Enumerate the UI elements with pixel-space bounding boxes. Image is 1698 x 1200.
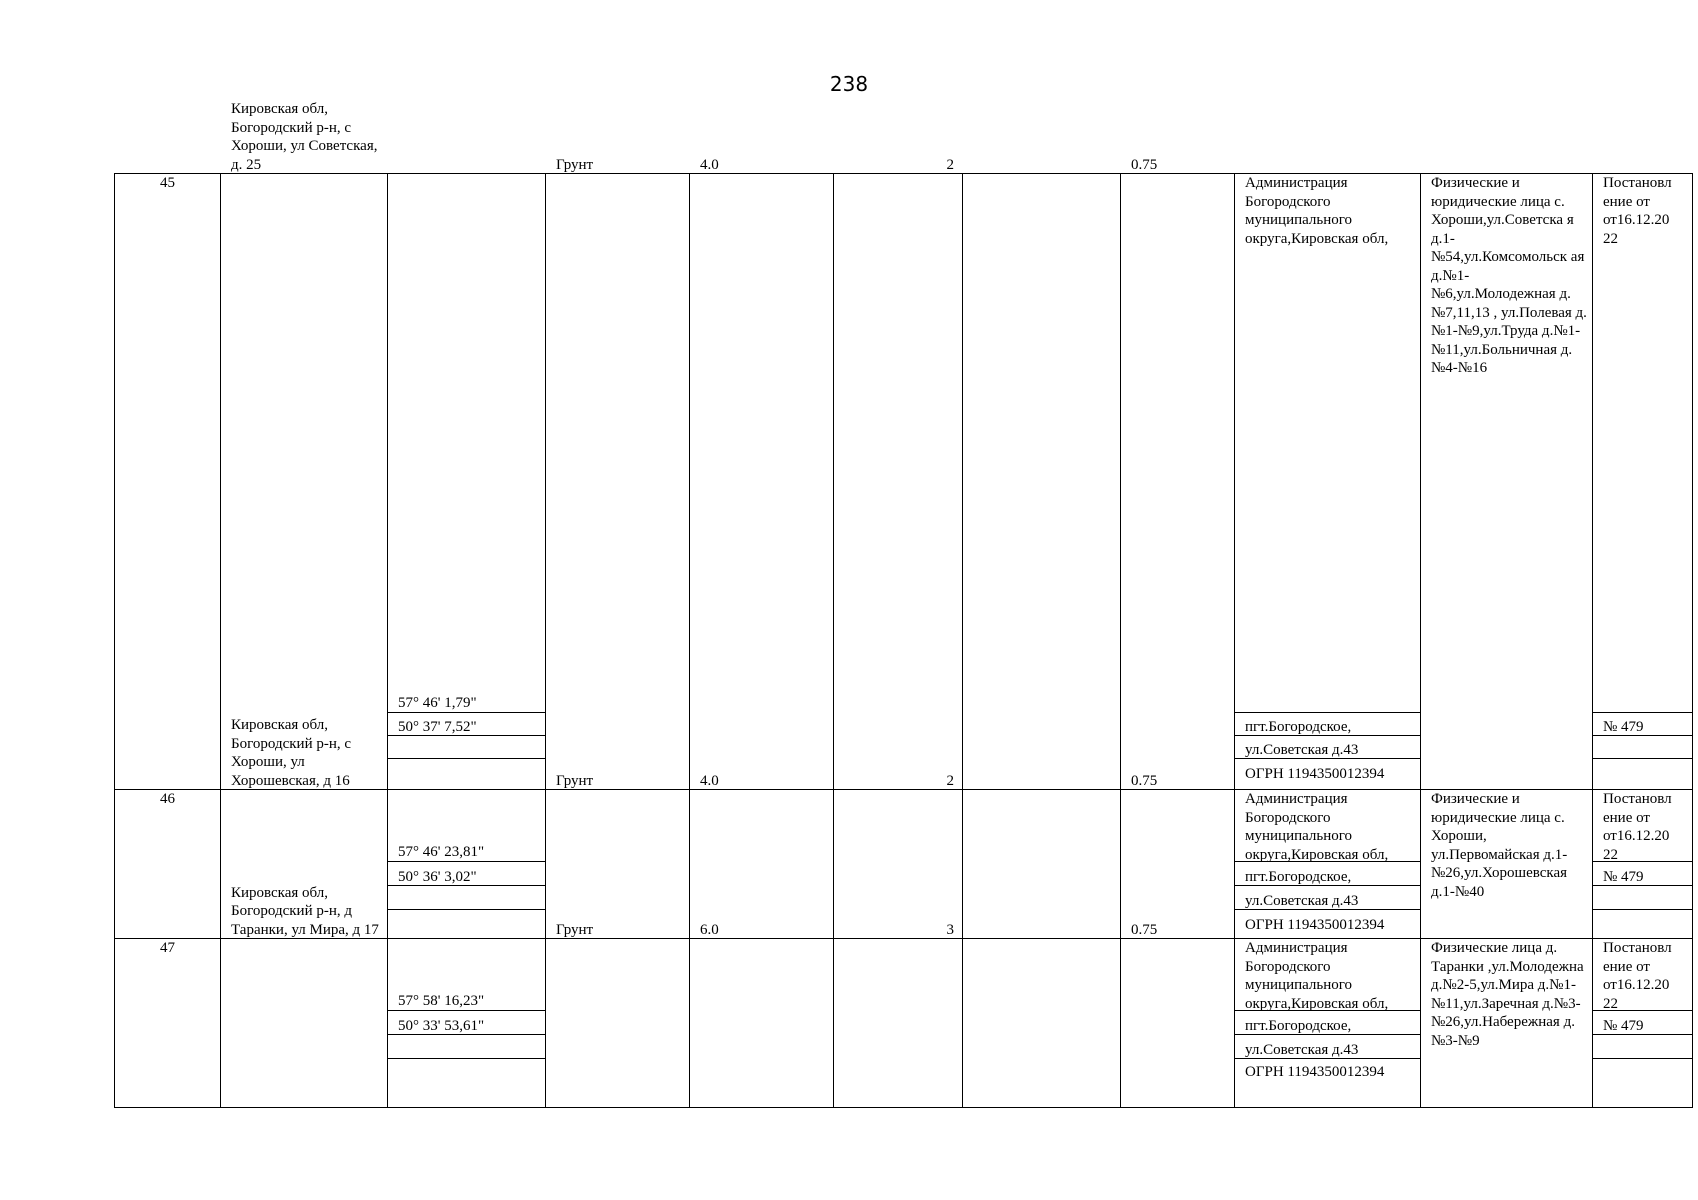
surface-type: Грунт xyxy=(556,156,594,173)
decree-date: Постановл ение от от16.12.20 22 xyxy=(1603,791,1672,863)
longitude: 50° 37' 7,52" xyxy=(398,718,477,735)
area-value: 6.0 xyxy=(700,921,719,938)
decree-number: № 479 xyxy=(1603,718,1644,735)
site-address: Кировская обл, Богородский р-н, с Хороши, ул Советская, д. 25 xyxy=(231,101,378,173)
table-row xyxy=(115,174,1693,790)
decree-number: № 479 xyxy=(1603,1017,1644,1034)
owner-ogrn: ОГРН 1194350012394 xyxy=(1245,765,1385,782)
container-count: 2 xyxy=(946,156,954,173)
owner-name: Администрация Богородского муниципального округа,Кировская обл, xyxy=(1245,175,1389,247)
decree-date: Постановл ение от от16.12.20 22 xyxy=(1603,175,1672,247)
container-count: 3 xyxy=(946,921,954,938)
area-value: 4.0 xyxy=(700,772,719,789)
latitude: 57° 46' 1,79" xyxy=(398,694,477,711)
table-row xyxy=(115,939,1693,1108)
decree-date: Постановл ение от от16.12.20 22 xyxy=(1603,940,1672,1012)
owner-ogrn: ОГРН 1194350012394 xyxy=(1245,916,1385,933)
site-address: Кировская обл, Богородский р-н, д Таранки, ул Мира, д 17 xyxy=(231,884,379,938)
owner-city: пгт.Богородское, xyxy=(1245,868,1352,885)
latitude: 57° 46' 23,81" xyxy=(398,843,485,860)
decree-number: № 479 xyxy=(1603,868,1644,885)
surface-type: Грунт xyxy=(556,921,594,938)
longitude: 50° 33' 53,61" xyxy=(398,1017,485,1034)
container-count: 2 xyxy=(946,772,954,789)
owner-name: Администрация Богородского муниципального округа,Кировская обл, xyxy=(1245,791,1389,863)
owner-street: ул.Советская д.43 xyxy=(1245,741,1359,758)
page-number: 238 xyxy=(829,72,869,96)
container-volume: 0.75 xyxy=(1131,772,1158,789)
site-address: Кировская обл, Богородский р-н, с Хороши, ул Хорошевская, д 16 xyxy=(231,717,352,789)
sites-registry-table xyxy=(114,101,1693,1108)
owner-ogrn: ОГРН 1194350012394 xyxy=(1245,1063,1385,1080)
row-number: 47 xyxy=(160,940,175,956)
row-number: 45 xyxy=(160,175,175,191)
served-users: Физические лица д. Таранки ,ул.Молодежна д.№2-5,ул.Мира д.№1-№11,ул.Заречная д.№3-№26,ул.Набережная д.№3-№9 xyxy=(1431,940,1584,1049)
area-value: 4.0 xyxy=(700,156,719,173)
owner-name: Администрация Богородского муниципального округа,Кировская обл, xyxy=(1245,940,1389,1012)
container-volume: 0.75 xyxy=(1131,921,1158,938)
longitude: 50° 36' 3,02" xyxy=(398,868,477,885)
served-users: Физические и юридические лица с. Хороши,ул.Советска я д.1-№54,ул.Комсомольск ая д.№1-№6,ул.Молодежная д.№7,11,13 , ул.Полевая д.№1-№9,ул.Труда д.№1-№11,ул.Больничная д.№4-№16 xyxy=(1431,175,1587,376)
owner-city: пгт.Богородское, xyxy=(1245,1017,1352,1034)
row-number: 46 xyxy=(160,791,175,807)
latitude: 57° 58' 16,23" xyxy=(398,992,485,1009)
served-users: Физические и юридические лица с. Хороши, ул.Первомайская д.1-№26,ул.Хорошевская д.1-№40 xyxy=(1431,791,1568,900)
owner-street: ул.Советская д.43 xyxy=(1245,892,1359,909)
owner-street: ул.Советская д.43 xyxy=(1245,1041,1359,1058)
owner-city: пгт.Богородское, xyxy=(1245,718,1352,735)
container-volume: 0.75 xyxy=(1131,156,1158,173)
surface-type: Грунт xyxy=(556,772,594,789)
